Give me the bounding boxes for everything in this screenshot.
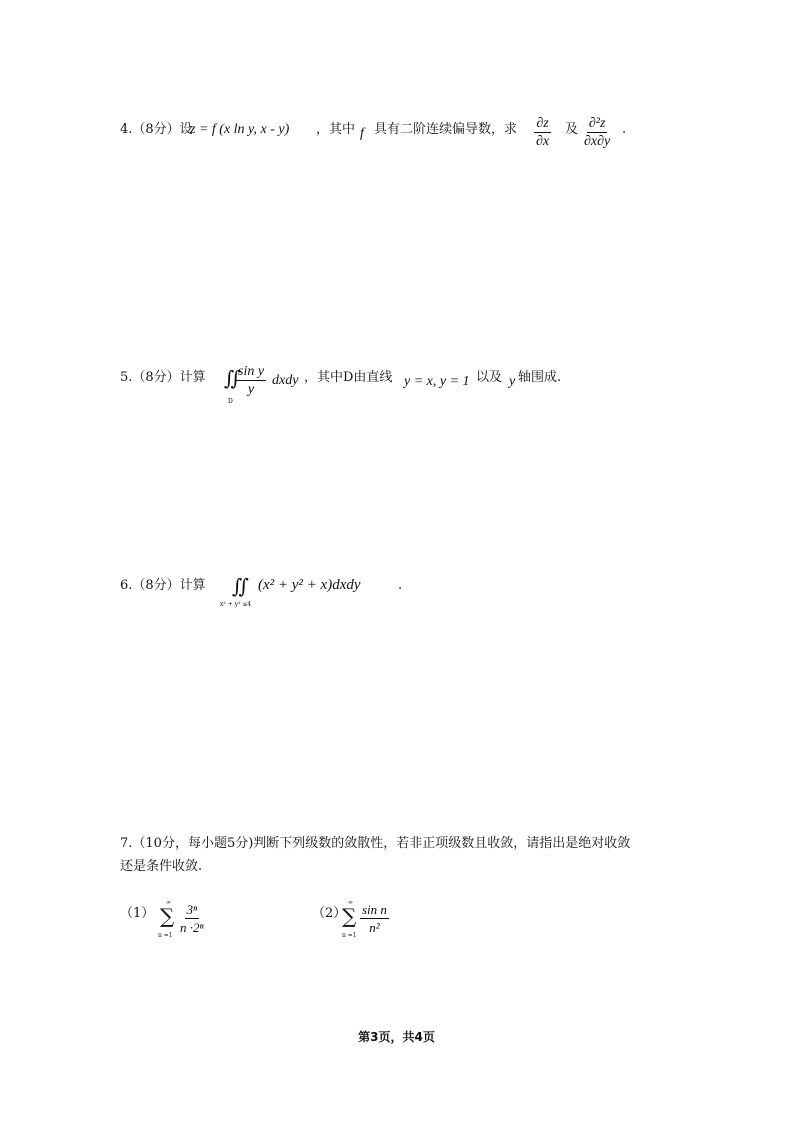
q5-differential: dxdy [272, 373, 299, 388]
q5-frac-num: sin y [238, 364, 265, 379]
q6-end: . [398, 578, 403, 593]
q7-part2-upper: ∞ [348, 899, 353, 906]
q4-middle: ，其中 [316, 122, 356, 137]
q4-suffix: 具有二阶连续偏导数，求 [374, 122, 518, 137]
q5-frac-den: y [247, 382, 255, 397]
q7-part2-fraction [360, 902, 389, 935]
q4-frac1-den: ∂x [536, 134, 550, 149]
q4-fraction-d2z-dxdy [582, 116, 612, 149]
q7-part2-sum: ∑ [342, 904, 357, 928]
q7-line1: 7.（10分，每小题5分)判断下列级数的敛散性，若非正项级数且收敛，请指出是绝对收敛 [120, 836, 631, 851]
q4-frac1-num: ∂z [536, 116, 549, 131]
q4-function: z = f (x ln y, x - y) [190, 122, 290, 137]
page-footer: 第3页，共4页 [358, 1030, 435, 1044]
q5-fraction-siny-y [236, 364, 266, 397]
q4-frac2-den: ∂x∂y [584, 134, 611, 149]
q5-region: D [228, 398, 233, 405]
q7-part1-den: n ·2ⁿ [180, 920, 204, 935]
q7-part2-num: sin n [362, 902, 387, 917]
q7-part2-label: （2） [312, 906, 347, 921]
q5-prefix: 5.（8分）计算 [120, 370, 206, 385]
q4-frac2-num: ∂²z [588, 116, 606, 131]
q4-end: . [622, 122, 627, 137]
q5-suffix: 以及 [476, 370, 503, 385]
q6-double-integral: ∬ [232, 574, 250, 598]
q7-part1-sum: ∑ [160, 904, 175, 928]
q7-part2 [312, 898, 432, 946]
q5-end: 轴围成. [518, 370, 562, 385]
q7-line2: 还是条件收敛. [120, 859, 203, 874]
q5-lines: y = x, y = 1 [404, 374, 470, 389]
q5-double-integral: ∬ [224, 366, 242, 390]
q5-middle: ，其中D由直线 [304, 370, 393, 385]
q7-part1-fraction [178, 902, 206, 935]
q6-integrand: (x² + y² + x)dxdy [258, 577, 361, 593]
q5-axis-symbol: y [509, 374, 516, 389]
q7-part1-label: （1） [120, 906, 155, 921]
q4-prefix: 4.（8分）设 [120, 122, 193, 137]
q7-part1-upper: ∞ [166, 899, 171, 906]
q7-part1-num: 3ⁿ [186, 902, 198, 917]
q7-part2-den: n² [369, 920, 380, 935]
q4-fraction-dz-dx [534, 116, 551, 149]
q7-part2-lower: n =1 [342, 932, 357, 939]
q7-part1-lower: n =1 [158, 932, 173, 939]
q7-part1 [120, 898, 240, 946]
q4-f-symbol: f [360, 126, 364, 141]
q4-conjunction: 及 [565, 122, 579, 137]
q6-prefix: 6.（8分）计算 [120, 578, 206, 593]
q6-region: x² + y² ≤4 [220, 601, 252, 608]
